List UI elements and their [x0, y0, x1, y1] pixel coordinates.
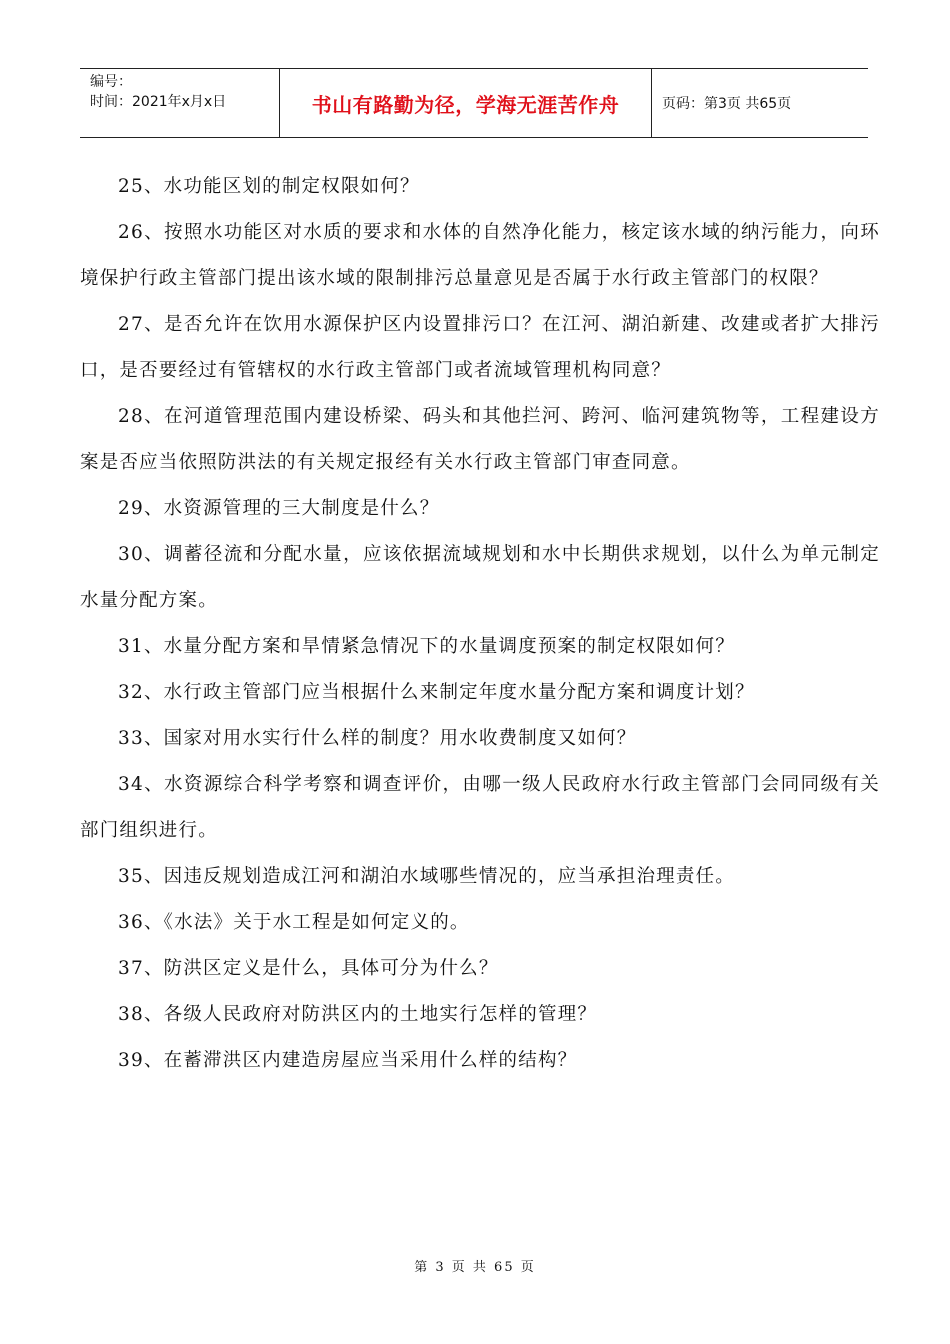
header-motto-cell — [280, 69, 652, 137]
doc-date-label: 时间：2021年x月x日 — [90, 94, 227, 110]
question-item: 25、水功能区划的制定权限如何？ — [118, 176, 420, 197]
question-item: 33、国家对用水实行什么样的制度？用水收费制度又如何？ — [118, 728, 637, 749]
header-page-cell — [652, 69, 868, 137]
question-item: 36、《水法》关于水工程是如何定义的。 — [118, 912, 470, 933]
question-item: 29、水资源管理的三大制度是什么？ — [118, 498, 440, 519]
question-item: 37、防洪区定义是什么，具体可分为什么？ — [118, 958, 499, 979]
question-item: 35、因违反规划造成江河和湖泊水域哪些情况的，应当承担治理责任。 — [118, 866, 735, 887]
header-meta — [80, 69, 280, 137]
question-item: 39、在蓄滞洪区内建造房屋应当采用什么样的结构？ — [118, 1050, 578, 1071]
question-item: 27、是否允许在饮用水源保护区内设置排污口？在江河、湖泊新建、改建或者扩大排污口，是否要经过有管辖权的水行政主管部门或者流域管理机构同意？ — [80, 314, 880, 381]
question-item: 38、各级人民政府对防洪区内的土地实行怎样的管理？ — [118, 1004, 598, 1025]
question-item: 31、水量分配方案和旱情紧急情况下的水量调度预案的制定权限如何？ — [118, 636, 735, 657]
doc-number-label: 编号： — [90, 74, 132, 90]
question-item: 32、水行政主管部门应当根据什么来制定年度水量分配方案和调度计划？ — [118, 682, 755, 703]
question-item: 30、调蓄径流和分配水量，应该依据流域规划和水中长期供求规划，以什么为单元制定水量分配方案。 — [80, 544, 880, 611]
page-footer: 第 3 页 共 65 页 — [414, 1260, 536, 1275]
question-item: 26、按照水功能区对水质的要求和水体的自然净化能力，核定该水域的纳污能力，向环境保护行政主管部门提出该水域的限制排污总量意见是否属于水行政主管部门的权限？ — [80, 222, 880, 289]
question-item: 34、水资源综合科学考察和调查评价，由哪一级人民政府水行政主管部门会同同级有关部门组织进行。 — [80, 774, 880, 841]
question-list — [80, 164, 880, 1084]
question-item: 28、在河道管理范围内建设桥梁、码头和其他拦河、跨河、临河建筑物等，工程建设方案是否应当依照防洪法的有关规定报经有关水行政主管部门审查同意。 — [80, 406, 880, 473]
header-page-label: 页码：第3页 共65页 — [662, 96, 792, 112]
page-header — [80, 68, 868, 138]
header-motto: 书山有路勤为径，学海无涯苦作舟 — [311, 92, 620, 117]
